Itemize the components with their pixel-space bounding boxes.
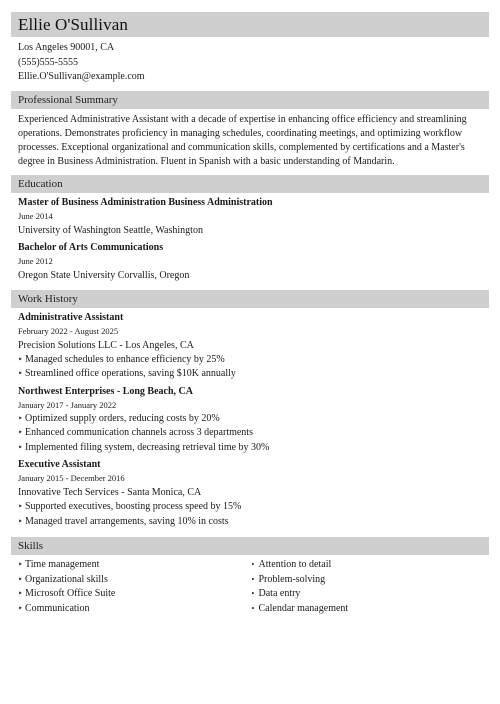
skill-text: Data entry bbox=[258, 588, 301, 599]
education-entry bbox=[18, 241, 485, 283]
education-date: June 2014 bbox=[18, 210, 53, 221]
bullet-icon: • bbox=[251, 574, 255, 584]
job-title: Northwest Enterprises - Long Beach, CA bbox=[18, 385, 193, 397]
contact-phone: (555)555-5555 bbox=[18, 56, 78, 68]
bullet-icon: ‣ bbox=[18, 369, 23, 378]
job-bullets bbox=[18, 353, 485, 382]
list-item bbox=[18, 367, 485, 382]
contact-email: Ellie.O'Sullivan@example.com bbox=[18, 71, 145, 82]
skill-text: Calendar management bbox=[258, 602, 349, 614]
skills-section-header bbox=[11, 537, 489, 555]
work-section-title: Work History bbox=[18, 292, 78, 305]
skills-list-right bbox=[252, 558, 486, 616]
bullet-text: Supported executives, boosting process speed by 15% bbox=[25, 501, 242, 512]
job-entry bbox=[18, 311, 485, 382]
skill-text: Microsoft Office Suite bbox=[25, 588, 116, 599]
summary-section bbox=[11, 113, 489, 169]
list-item bbox=[18, 515, 485, 530]
bullet-icon: ‣ bbox=[18, 442, 23, 452]
list-item bbox=[18, 426, 485, 441]
job-entry bbox=[18, 385, 485, 456]
bullet-icon: ‣ bbox=[18, 413, 23, 423]
skills-columns bbox=[18, 558, 485, 616]
candidate-name: Ellie O'Sullivan bbox=[18, 14, 128, 34]
job-company: Innovative Tech Services - Santa Monica, CA bbox=[18, 487, 202, 498]
list-item bbox=[18, 558, 252, 573]
list-item bbox=[18, 602, 252, 617]
list-item bbox=[252, 602, 486, 617]
bullet-icon: • bbox=[251, 589, 255, 598]
bullet-icon: ‣ bbox=[18, 603, 23, 613]
list-item bbox=[18, 412, 485, 427]
skill-text: Problem-solving bbox=[258, 573, 326, 585]
list-item bbox=[252, 573, 486, 588]
summary-section-title: Professional Summary bbox=[18, 93, 118, 106]
job-bullets bbox=[18, 500, 485, 529]
list-item bbox=[18, 573, 252, 588]
job-title: Administrative Assistant bbox=[18, 311, 124, 323]
education-date: June 2012 bbox=[18, 255, 53, 266]
list-item bbox=[252, 587, 486, 602]
bullet-icon: ‣ bbox=[18, 560, 23, 569]
degree-title: Bachelor of Arts Communications bbox=[18, 241, 164, 253]
bullet-text: Optimized supply orders, reducing costs by 20% bbox=[25, 412, 220, 424]
bullet-icon: ‣ bbox=[18, 428, 23, 437]
job-company: Precision Solutions LLC - Los Angeles, CA bbox=[18, 339, 194, 351]
summary-section-header bbox=[11, 91, 489, 109]
skill-text: Communication bbox=[25, 602, 90, 614]
skills-section bbox=[11, 558, 489, 616]
job-bullets bbox=[18, 412, 485, 456]
bullet-icon: ‣ bbox=[18, 589, 23, 598]
work-section-header bbox=[11, 290, 489, 308]
bullet-icon: ‣ bbox=[18, 502, 23, 511]
bullet-text: Enhanced communication channels across 3 departments bbox=[25, 427, 253, 438]
bullet-text: Managed schedules to enhance efficiency by 25% bbox=[25, 353, 225, 365]
bullet-text: Implemented filing system, decreasing retrieval time by 30% bbox=[25, 441, 270, 453]
job-title: Executive Assistant bbox=[18, 459, 101, 470]
school-name: Oregon State University Corvallis, Oregon bbox=[18, 269, 190, 281]
list-item bbox=[18, 353, 485, 368]
education-entry bbox=[18, 196, 485, 238]
education-section-header bbox=[11, 175, 489, 193]
skills-list-left bbox=[18, 558, 252, 616]
list-item bbox=[18, 500, 485, 515]
skill-text: Attention to detail bbox=[258, 559, 332, 570]
bullet-icon: • bbox=[251, 603, 255, 613]
job-dates: January 2015 - December 2016 bbox=[18, 473, 125, 483]
job-dates: February 2022 - August 2025 bbox=[18, 325, 119, 336]
skill-text: Time management bbox=[25, 559, 100, 570]
contact-address: Los Angeles 90001, CA bbox=[18, 42, 115, 53]
bullet-icon: ‣ bbox=[18, 574, 23, 584]
bullet-icon: ‣ bbox=[18, 354, 23, 364]
degree-title: Master of Business Administration Business Administration bbox=[18, 196, 273, 208]
education-section-title: Education bbox=[18, 177, 63, 190]
contact-block bbox=[11, 41, 489, 85]
bullet-text: Managed travel arrangements, saving 10% in costs bbox=[25, 515, 229, 527]
skill-text: Organizational skills bbox=[25, 573, 108, 585]
work-section bbox=[11, 311, 489, 530]
bullet-icon: • bbox=[251, 560, 255, 569]
summary-text: Experienced Administrative Assistant with a decade of expertise in enhancing office efficiency and streamlining operations. Demonstrates proficiency in managing schedules, coordinating meetings, and optimizing workflow processes. Exceptional organizational and communication skills, complemented by certifications and a Master's degree in Business Administration. Fluent in Spanish with a basic understanding of Mandarin. bbox=[18, 113, 467, 167]
list-item bbox=[18, 587, 252, 602]
bullet-icon: ‣ bbox=[18, 516, 23, 526]
education-section bbox=[11, 196, 489, 283]
list-item bbox=[18, 441, 485, 456]
bullet-text: Streamlined office operations, saving $10K annually bbox=[25, 368, 236, 379]
job-dates: January 2017 - January 2022 bbox=[18, 399, 117, 410]
skills-section-title: Skills bbox=[18, 540, 44, 552]
school-name: University of Washington Seattle, Washington bbox=[18, 224, 203, 236]
job-entry bbox=[18, 458, 485, 529]
name-header-bar bbox=[11, 12, 489, 37]
list-item bbox=[252, 558, 486, 573]
